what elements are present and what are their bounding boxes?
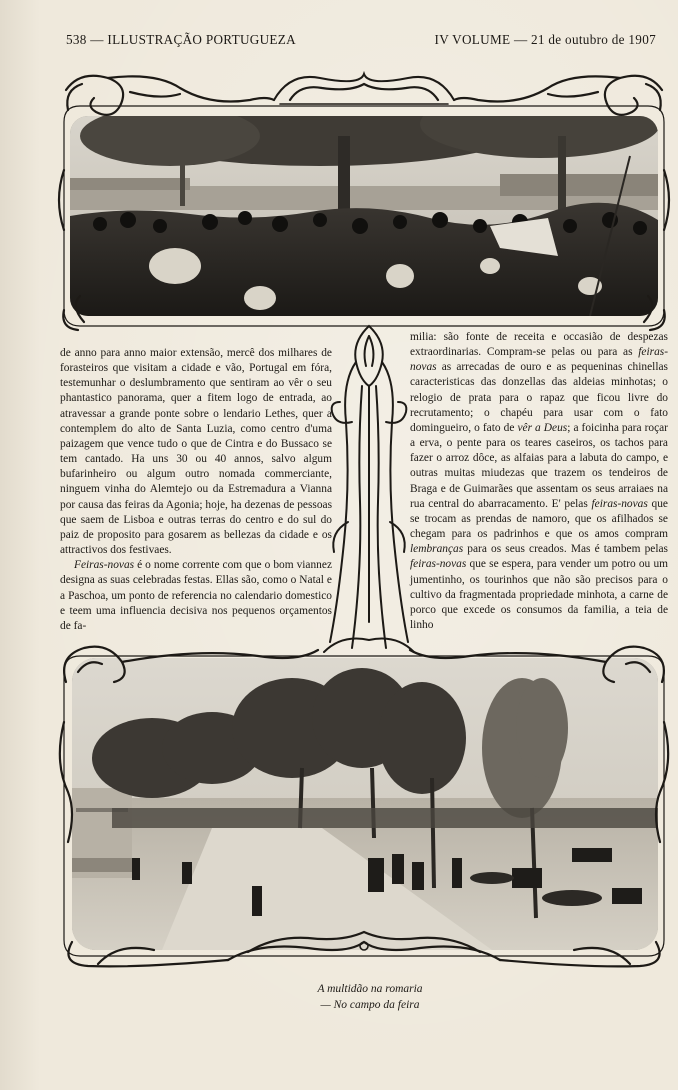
bottom-frame-ornament-icon [58,642,670,968]
center-vine-ornament-icon [322,322,416,662]
page-number: 538 [66,32,87,47]
volume-date: IV VOLUME — 21 de outubro de 1907 [434,32,656,47]
top-photo-frame [60,70,668,332]
bottom-photo-frame [58,642,670,968]
right-paragraph: milia: são fonte de receita e occasião de despezas extraordinarias. Compram-se pelas ou para as feiras-novas as arrecadas de ouro e as pequeninas chinellas caracteristicas das donzellas das aldeias minhotas; o relogio de prata para o rapaz que ficou livre do recrutamento; o chapéu para usar com o fato domingueiro, o fato de vêr a Deus; a foicinha para roçar a erva, o pente para os teares caseiros, os tachos para fazer o arroz dôce, as alfaias para a labuta do campo, e outras muitas miudezas que trazem os tendeiros de Braga e de Guimarães que assentam os seus arraiaes na rua central do abarracamento. E' pelas feiras-novas que se trocam as prendas de namoro, que os afilhados se chegam para os padrinhos e que os amos compram lembranças para os seus creados. Mas é tambem pelas feiras-novas que se espera, para vender um potro ou um jumentinho, os tourinhos que não são precisos para o cultivo da fragmentada propriedade minhota, a carne de porco que excede os consumos da familia, a teia de linho [410,331,668,631]
top-frame-ornament-icon [60,70,668,332]
caption-line-2: — No campo da feira [320,999,420,1011]
header-left: 538 — ILLUSTRAÇÃO PORTUGUEZA [66,32,296,47]
left-paragraph-2: Feiras-novas é o nome corrente com que o bom viannez designa as suas celebradas festas. Ellas são, como o Natal e a Paschoa, um ponto de referencia no calendario domestico e teem uma influencia decisiva nos pequenos orçamentos de fa- [60,559,332,632]
publication-title: ILLUSTRAÇÃO PORTUGUEZA [107,32,296,47]
article-left-column [60,346,332,634]
running-header [66,32,656,50]
article-right-column [410,330,668,633]
emphasis-feiras-novas: Feiras-novas [74,559,135,572]
left-paragraph-1: de anno para anno maior extensão, mercê dos milhares de forasteiros que visitam a cidade e vão, Portugal em fóra, testemunhar o deslumbramento que sentiram ao vêr o seu phantastico panorama, quer a fitem logo de entrada, ao atravessar a grande ponte sobre o lendario Lethes, quer a contemplem do alto de Santa Luzia, como centro d'uma paizagem que vence tudo o que de Cintra e do Bussaco se tem cantado. Ha uns 30 ou 40 annos, salvo algum bufarinheiro ou algum outro nomada commerciante, ninguem vinha do Alemtejo ou da Estremadura a Vianna por causa das feiras da Agonia; hoje, ha dezenas de pessoas que saem de Lisboa e outras terras do centro e do sul do paiz de proposito para gosarem as bellezas da cidade e os attractivos dos festivaes. [60,347,332,557]
photo-caption [280,981,460,1013]
caption-line-1: A multidão na romaria [317,983,423,995]
